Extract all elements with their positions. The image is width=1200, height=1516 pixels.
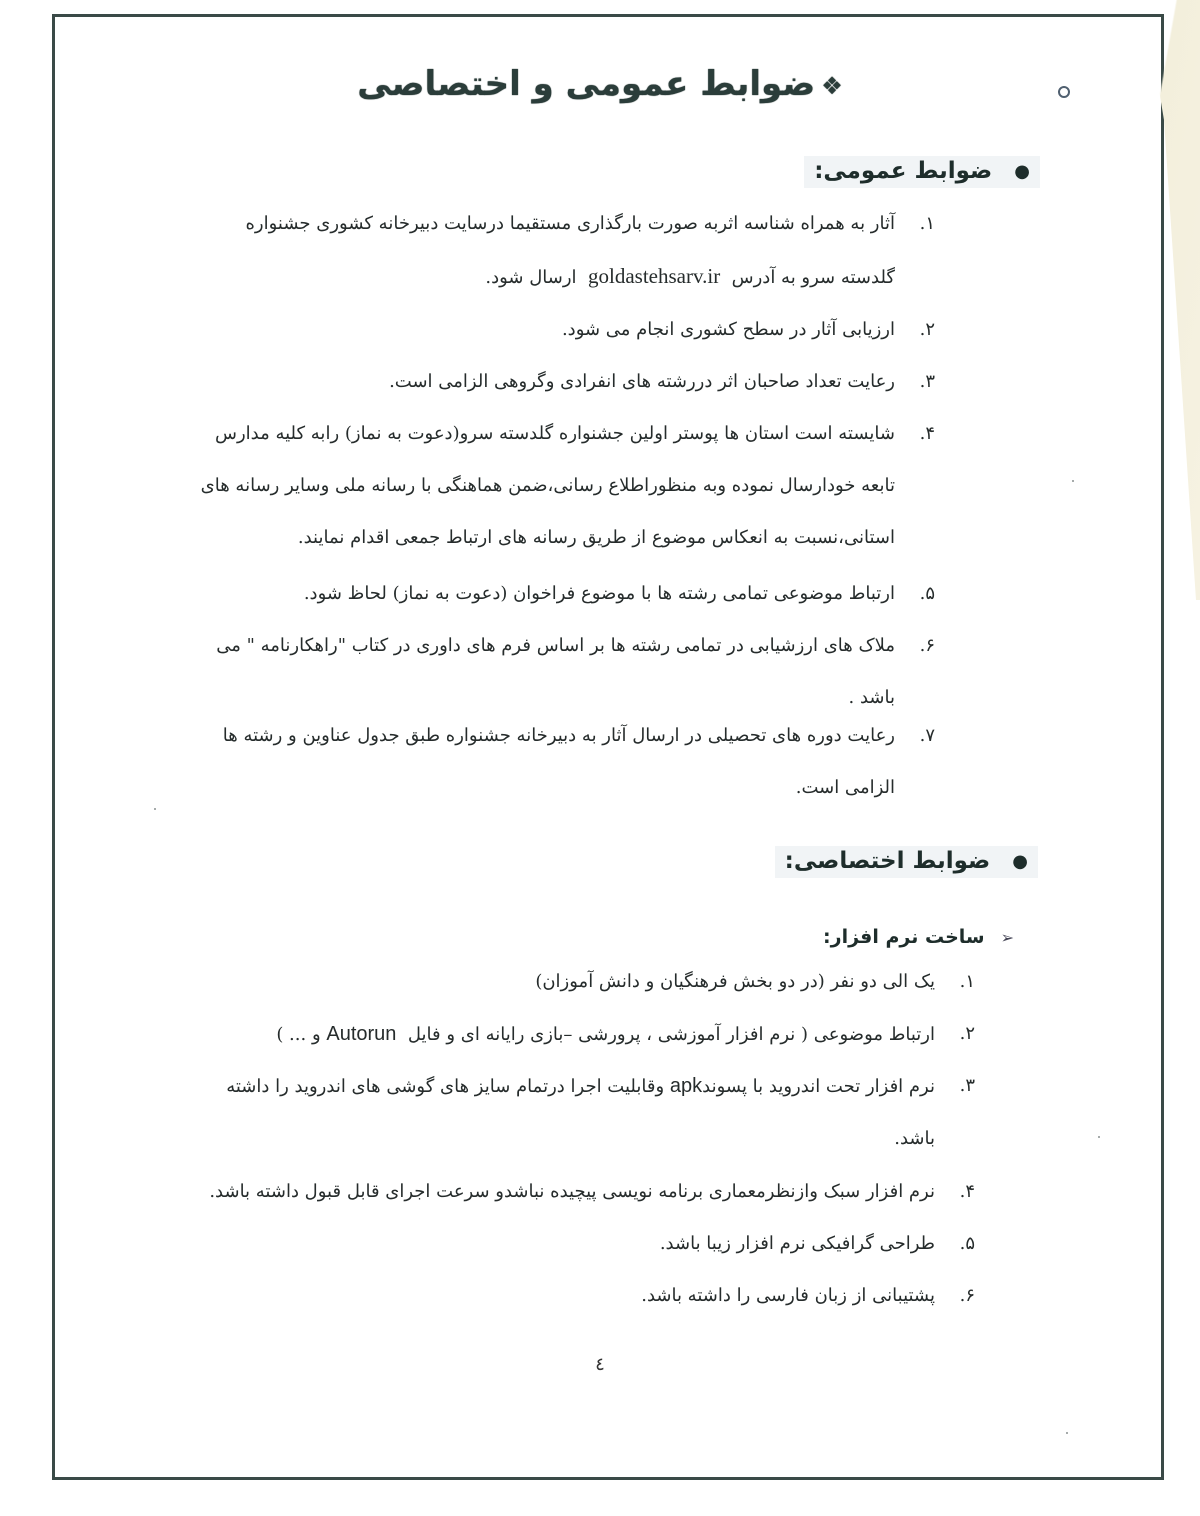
scan-speck	[1098, 1136, 1100, 1138]
section-heading-specific: ●ضوابط اختصاصی:	[775, 846, 1038, 878]
bullet-icon: ●	[1014, 161, 1030, 182]
list-item: ۳. نرم افزار تحت اندروید با پسوندapk وقابلیت اجرا درتمام سایز های گوشی های اندروید را داشته باشد.	[226, 1075, 975, 1149]
list-item: ۱. آثار به همراه شناسه اثربه صورت بارگذاری مستقیما درسایت دبیرخانه کشوری جشنواره گلدسته سرو به آدرس goldastehsarv.ir ارسال شود.	[195, 198, 935, 304]
list-item: ۶. پشتیبانی از زبان فارسی را داشته باشد.	[641, 1285, 975, 1306]
list-item: ۲. ارتباط موضوعی ( نرم افزار آموزشی ، پرورشی –بازی رایانه ای و فایل Autorun و ... )	[276, 1023, 975, 1045]
scan-speck	[154, 808, 156, 810]
scan-speck	[1072, 480, 1074, 482]
section-heading-general: ●ضوابط عمومی:	[804, 156, 1040, 188]
website-link[interactable]: goldastehsarv.ir	[588, 264, 721, 288]
list-item: ۶. ملاک های ارزشیابی در تمامی رشته ها بر اساس فرم های داوری در کتاب "راهکارنامه " می باشد .	[216, 635, 935, 708]
list-item: ۳. رعایت تعداد صاحبان اثر دررشته های انفرادی وگروهی الزامی است.	[389, 371, 935, 392]
list-item: ۷. رعایت دوره های تحصیلی در ارسال آثار به دبیرخانه جشنواره طبق جدول عناوین و رشته ها الزامی است.	[222, 725, 935, 798]
list-item: ۴. شایسته است استان ها پوستر اولین جشنواره گلدسته سرو(دعوت به نماز) رابه کلیه مدارس تابعه خودارسال نموده وبه منظوراطلاع رسانی،ضمن هماهنگی با رسانه ملی وسایر رسانه های استانی،نسبت به انعکاس موضوع از طریق رسانه های ارتباط جمعی اقدام نمایند.	[200, 423, 935, 548]
scan-speck	[1066, 1432, 1068, 1434]
subsection-heading-software: ➢ساخت نرم افزار:	[823, 926, 1014, 948]
list-item: ۲. ارزیابی آثار در سطح کشوری انجام می شود.	[561, 319, 935, 340]
list-item: ۴. نرم افزار سبک وازنظرمعماری برنامه نویسی پیچیده نباشدو سرعت اجرای قابل قبول داشته باشد.	[209, 1181, 975, 1202]
arrow-bullet-icon: ➢	[1000, 928, 1014, 947]
page-title	[0, 64, 1200, 104]
list-item: ۱. یک الی دو نفر (در دو بخش فرهنگیان و دانش آموزان)	[535, 971, 975, 992]
page-title-text: ضوابط عمومی و اختصاصی	[357, 64, 816, 104]
bullet-icon: ●	[1012, 851, 1028, 872]
list-item: ۵. طراحی گرافیکی نرم افزار زیبا باشد.	[659, 1233, 975, 1254]
four-diamond-star-icon: ❖	[821, 71, 843, 100]
page-number: ٤	[595, 1354, 605, 1375]
list-item: ۵. ارتباط موضوعی تمامی رشته ها با موضوع فراخوان (دعوت به نماز) لحاظ شود.	[303, 583, 935, 604]
